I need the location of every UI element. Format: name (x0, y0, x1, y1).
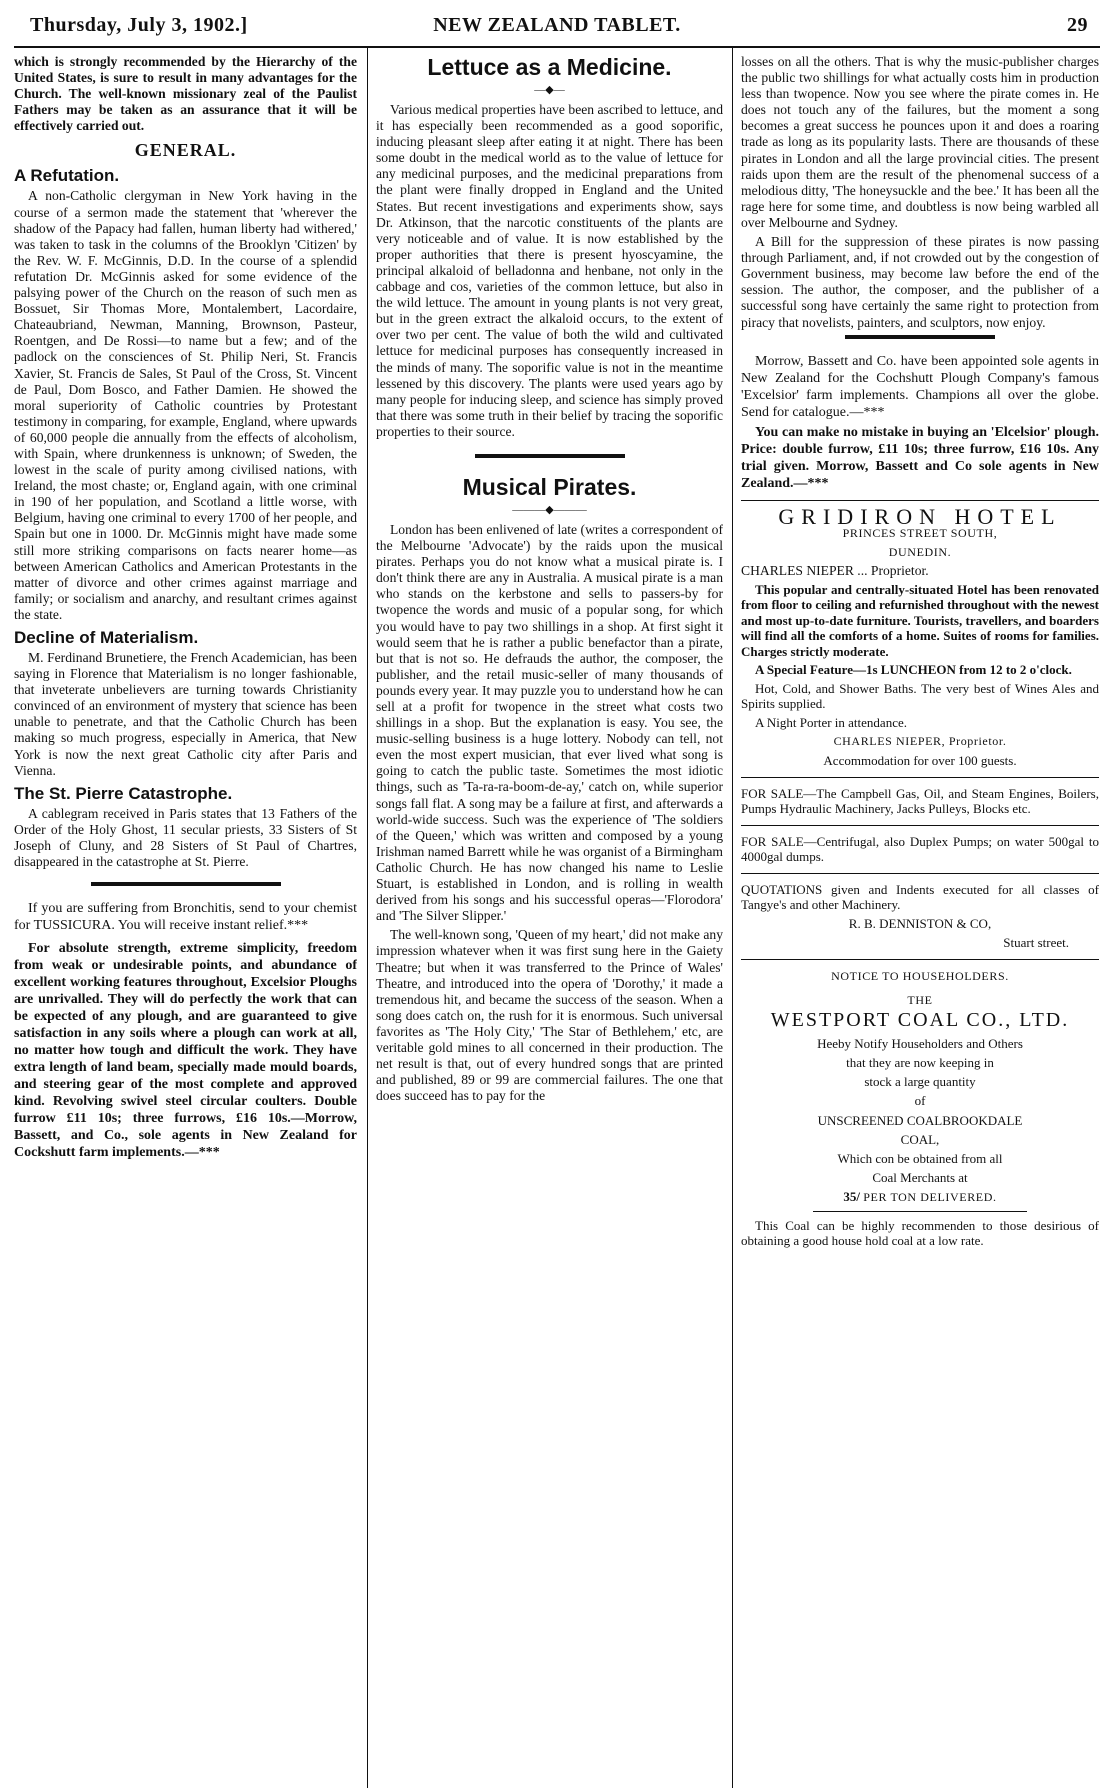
denniston-address: Stuart street. (1003, 934, 1069, 950)
notice-line-8: Coal Merchants at (872, 1169, 968, 1185)
notice-line-3: stock a large quantity (864, 1074, 976, 1090)
column-2 (376, 54, 723, 1788)
tussicura-ad: If you are suffering from Bronchitis, send to your chemist for TUSSICURA. You will receive instant relief.*** (14, 901, 357, 934)
article-title-materialism: Decline of Materialism. (14, 628, 199, 647)
column-1 (14, 54, 357, 1788)
notice-line-2: that they are now keeping in (846, 1055, 994, 1071)
hotel-description: This popular and centrally-situated Hotel has been renovated from floor to ceiling and refurnished throughout with the newest and most up-to-date furniture. Tourists, travellers, and boarders will find all the comforts of a home. Suites of rooms for families. Charges strictly moderate. (741, 581, 1099, 659)
hotel-accommodation: Accommodation for over 100 guests. (823, 752, 1017, 768)
article-body-st-pierre: A cablegram received in Paris states that 13 Fathers of the Order of the Holy Ghost, 11 secular priests, 33 Sisters of St Joseph of Cluny, and 28 Sisters of St Paul of Chartres, disappeared in the catastrophe at St. Pierre. (14, 805, 357, 870)
divider (813, 1211, 1028, 1212)
notice-the: THE (907, 992, 933, 1007)
price-suffix: PER TON DELIVERED. (863, 1189, 997, 1204)
paulist-continuation: which is strongly recommended by the Hierarchy of the United States, is sure to result in many advantages for the Church. The well-known missionary zeal of the Paulist Fathers may be taken as an assurance that it will be effectively carried out. (14, 54, 357, 134)
hotel-signoff: CHARLES NIEPER, Proprietor. (833, 734, 1007, 749)
price-amount: 35/ (843, 1188, 860, 1204)
page-number: 29 (1067, 14, 1088, 36)
coal-company-name: WESTPORT COAL CO., LTD. (770, 1009, 1070, 1032)
masthead: NEW ZEALAND TABLET. (433, 14, 681, 36)
column-divider (367, 48, 368, 1788)
pirates-continuation-1: losses on all the others. That is why the music-publisher charges the public two shillings for what actually costs him in production less than twopence. Now you see where the pirate comes in. He does not touch any of the failures, but the moment a song becomes a great success he pounces upon it and does a roaring trade as long as its popularity lasts. There are thousands of these pirates in London and all the large provincial cities. The present raids upon them are the result of the phenomenal success of a melodious ditty, 'The honeysuckle and the bee.' It has been all the rage here for some time, and doubtless is now being warbled all over Melbourne and Sydney. (741, 54, 1099, 230)
article-body-materialism: M. Ferdinand Brunetiere, the French Academician, has been saying in Florence that Materialism is no longer fashionable, that inveterate unbelievers are turning towards Christianity convinced of an environment of mystery that science has been unable to penetrate, and that the Catholic Church has been making so much progress, especially in America, that New York is now the next great Catholic city after Paris and Vienna. (14, 650, 357, 778)
hotel-name: GRIDIRON HOTEL (778, 503, 1062, 529)
morrow-bassett-ad-2: You can make no mistake in buying an 'Elcelsior' plough. Price: double furrow, £11 10s; three furrow, £16 10s. Any trial given. Morrow, Bassett and Co sole agents in New Zealand.—*** (741, 424, 1099, 491)
article-title-musical-pirates: Musical Pirates. (462, 473, 637, 500)
hotel-address-city: DUNEDIN. (888, 544, 952, 559)
column-3 (741, 54, 1099, 1788)
gridiron-hotel-ad (741, 503, 1099, 769)
hotel-special-feature: A Special Feature—1s LUNCHEON from 12 to 2 o'clock. (755, 662, 1072, 678)
divider (741, 500, 1099, 501)
notice-line-4: of (914, 1093, 926, 1109)
column-divider (732, 48, 733, 1788)
columns (14, 48, 1100, 1788)
hotel-night-porter: A Night Porter in attendance. (755, 714, 907, 730)
article-body-refutation: A non-Catholic clergyman in New York having in the course of a sermon made the statement that 'wherever the shadow of the Papacy had fallen, human liberty had withered,' was taken to task in the columns of the Brooklyn 'Citizen' by the Rev. W. F. McGinnis, D.D. In the course of a splendid refutation Dr. McGinnis asked for some evidence of the palsying power of the Church on the reason of such men as Bossuet, Sir Thomas More, Montalembert, Lacordaire, Chateaubriand, Newman, Manning, Brownson, Pasteur, Roentgen, and De Rossi—to name but a few; and of the padlock on the consciences of St. Philip Neri, St. Francis Xavier, St. Francis de Sales, St Paul of the Cross, St. Vincent de Paul, Dom Bosco, and Father Damien. He showed the moral superiority of Catholic countries by Protestant testimony in comparing, for example, England, where upwards of 60,000 people die annually from the effects of alcoholism, with Spain, where drunkenness is unknown; of Sweden, the lowest in the scale of purity among civilised nations, with Ireland, the most chaste; or, England again, with one criminal in 190 of her population, and Scotland a little worse, with Belgium, having one criminal to every 1700 of her people, and Spain but one in 1000. Dr. McGinnis might have made some still more striking comparisons on facts nearer home—as between American Catholics and American Protestants in the matter of divorce and other crimes against marriage and family; or socialism and anarchy, and resultant crimes against the state. (14, 188, 357, 622)
separator-bar (475, 454, 625, 458)
hotel-proprietor-line: CHARLES NIEPER ... Proprietor. (741, 562, 929, 578)
article-body-pirates-1: London has been enlivened of late (writes a correspondent of the Melbourne 'Advocate') by the raids upon the musical pirates. Perhaps you do not know what a musical pirate is. I don't think there are any in Australia. A musical pirate is a man who stands on the kerbstone and sells to passers-by for twopence the words and music of a popular song, for which you would have to pay two shillings in a shop. At first sight it would seem that he is rather a public benefactor than a pirate, but that is not so. He defrauds the author, the composer, the publisher, and the retail music-seller of many thousands of pounds every year. It may puzzle you to understand how he can sell at a profit for twopence in the street what costs two shillings in a shop. But the explanation is easy. You see, the music-selling business is a huge lottery. Nobody can tell, not even the most expert musician, that ever lived what song is going to catch the public taste. Sometimes the most idiotic things, such as 'Ta-ra-ra-boom-de-ay,' catch on, while superior songs fall flat. A song may be a failure at first, and afterwards a world-wide success. Such was the experience of 'The soldiers of the Queen,' which was written and composed by a young Irishman named Barrett while he was organist of a Birmingham Catholic Church. He has now changed his name to Leslie Stuart, is established in London, and is rolling in wealth derived from his songs and his successful operas—'Florodora' and 'The Silver Slipper.' (376, 521, 723, 924)
notice-line-6: COAL, (900, 1131, 940, 1147)
article-title-refutation: A Refutation. (14, 166, 120, 186)
hotel-baths: Hot, Cold, and Shower Baths. The very best of Wines Ales and Spirits supplied. (741, 680, 1099, 712)
section-heading-general: GENERAL. (134, 140, 237, 161)
notice-line-5: UNSCREENED COALBROOKDALE (817, 1112, 1023, 1128)
quotations-ad: QUOTATIONS given and Indents executed for all classes of Tangye's and other Machinery. (741, 881, 1099, 913)
divider (741, 873, 1099, 874)
morrow-bassett-ad-1: Morrow, Bassett and Co. have been appointed sole agents in New Zealand for the Cochshutt Plough Company's famous 'Excelsior' farm implements. Champions all over the globe. Send for catalogue.—*** (741, 353, 1099, 420)
pirates-continuation-2: A Bill for the suppression of these pirates is now passing through Parliament, and, if not crowded out by the congestion of Government business, may become law before the end of the session. The author, the composer, and the publisher of a successful song have certainly the same right to protection from piracy that novelists, painters, and sculptors, now enjoy. (741, 234, 1099, 330)
ornament: ———◆——— (512, 503, 587, 516)
divider (741, 959, 1099, 960)
ornament: —◆— (534, 84, 565, 96)
separator-bar (91, 882, 281, 886)
issue-date: Thursday, July 3, 1902.] (30, 14, 248, 36)
separator-bar (845, 335, 995, 339)
divider (741, 825, 1099, 826)
notice-heading: NOTICE TO HOUSEHOLDERS. (831, 968, 1009, 983)
hotel-address-street: PRINCES STREET SOUTH, (842, 525, 998, 540)
divider (741, 777, 1099, 778)
denniston-name: R. B. DENNISTON & CO, (848, 915, 992, 931)
excelsior-plough-ad: For absolute strength, extreme simplicity, freedom from weak or undesirable points, and abundance of excellent working features throughout, Excelsior Ploughs are unrivalled. They will do perfectly the work that can be expected of any plough, and are guaranteed to give satisfaction in any soils where a plough can work at all, no matter how tough and difficult the work. They have extra length of land beam, specially made mould boards, and steering gear of the most complete and approved kind. Revolving swivel steel circular coulters. Double furrow £11 10s; three furrows, £16 10s.—Morrow, Bassett, and Co., sole agents in New Zealand for Cockshutt farm implements.—*** (14, 941, 357, 1161)
page-header (14, 10, 1100, 48)
notice-footer: This Coal can be highly recommenden to those desirious of obtaining a good house hold coal at a low rate. (741, 1217, 1099, 1249)
for-sale-engines-ad: FOR SALE—The Campbell Gas, Oil, and Steam Engines, Boilers, Pumps Hydraulic Machinery, Jacks Pulleys, Blocks etc. (741, 785, 1099, 817)
for-sale-pumps-ad: FOR SALE—Centrifugal, also Duplex Pumps; on water 500gal to 4000gal dumps. (741, 833, 1099, 865)
article-title-lettuce: Lettuce as a Medicine. (427, 54, 672, 80)
notice-line-7: Which con be obtained from all (837, 1150, 1003, 1166)
article-body-pirates-2: The well-known song, 'Queen of my heart,' did not make any impression whatever when it was first sung here in the Gaiety Theatre; but when it was transferred to the Prince of Wales' Theatre, and introduced into the opera of 'Dorothy,' it made a tremendous hit, and became the success of the season. When a song does catch on, the rush for it is enormous. Such universal favorites as 'The Holy City,' 'The Star of Bethlehem,' etc, are veritable gold mines to all concerned in their production. The net result is that, out of every hundred songs that are printed and published, 89 or 99 are commercial failures. The one that does succeed has to pay for the (376, 927, 723, 1104)
article-body-lettuce: Various medical properties have been ascribed to lettuce, and it has especially been recommended as a good soporific, inducing pleasant sleep after eating it at night. There has been some doubt in the medical world as to the value of lettuce for any medicinal purposes, and the medicinal preparations from the plant were finally dropped in England and the United States. But recent investigations and experiments show, says Dr. Atkinson, that the narcotic constituents of the plants are very noticeable and of value. It is now established by the proper authorities that there is present hyoscyamine, the principal alkaloid of belladonna and henbane, not only in the cabbage and cos, varieties of the common lettuce, but also in the wild lettuce. The amount in young plants is not very great, but in the green extract the alkaloid occurs, to the extent of over two per cent. The value of both the wild and cultivated lettuce for medicinal purposes has consequently increased in the minds of many. The soporific value is not in the meantime lessened by this discovery. The plants were used years ago by many people for inducing sleep, and science has simply proved that there was some truth in their belief by tracing the soporific properties to their source. (376, 102, 723, 439)
article-title-st-pierre: The St. Pierre Catastrophe. (14, 783, 233, 803)
notice-line-1: Heeby Notify Householders and Others (817, 1036, 1023, 1052)
coal-price (741, 1189, 1099, 1205)
westport-coal-ad (741, 968, 1099, 1249)
